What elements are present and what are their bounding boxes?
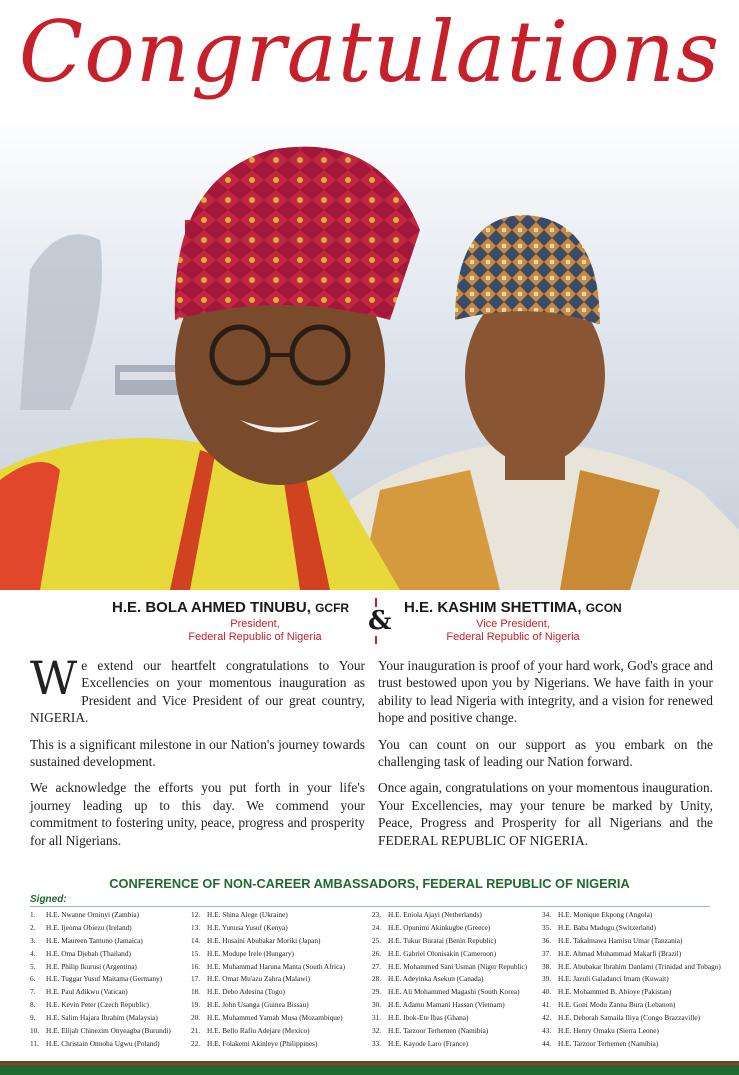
vice-president-name: H.E. KASHIM SHETTIMA, GCON — [404, 599, 622, 616]
ambassador-name: H.E. Abubakar Ibrahim Danlami (Trinidad and Tobago) — [558, 961, 721, 971]
ambassador-item — [372, 909, 527, 922]
ambassador-item — [191, 999, 345, 1012]
ambassador-number: 20. — [191, 1013, 201, 1023]
ambassador-item — [372, 986, 527, 999]
ambassador-name: H.E. Oma Djebah (Thailand) — [46, 948, 131, 958]
ambassador-number: 21. — [191, 1026, 201, 1036]
ambassador-name: H.E. Adeyinka Asekun (Canada) — [388, 974, 484, 984]
ambassador-column-2 — [191, 909, 345, 1051]
ambassador-number: 38. — [542, 961, 552, 971]
ambassador-item — [372, 935, 527, 948]
ambassador-name: H.E. Folakemi Akinleye (Philippines) — [207, 1038, 318, 1048]
ambassador-name: H.E. Maureen Tamuno (Jamaica) — [46, 935, 143, 945]
ambassador-number: 26. — [372, 948, 382, 958]
ambassador-item — [542, 909, 721, 922]
ambassador-number: 40. — [542, 987, 552, 997]
message-right-column — [378, 657, 713, 858]
divider-bottom — [375, 636, 377, 644]
ambassador-number: 6. — [30, 974, 36, 984]
ambassador-column-3 — [372, 909, 527, 1051]
ambassador-name: H.E. Tukur Buratai (Benin Republic) — [388, 935, 497, 945]
leaders-names — [0, 596, 739, 646]
ambassador-number: 30. — [372, 1000, 382, 1010]
drop-cap: W — [30, 651, 78, 705]
ambassador-name: H.E. Tarzoor Terhemen (Namibia) — [388, 1026, 489, 1036]
ambassador-number: 11. — [30, 1038, 39, 1048]
vice-president-role: Vice President, — [476, 618, 550, 630]
ambassador-item — [542, 973, 721, 986]
ambassador-name: H.E. Tarzoor Terhemen (Namibia) — [558, 1038, 659, 1048]
ambassador-name: H.E. Salim Hajara Ibrahim (Malaysia) — [46, 1013, 158, 1023]
ambassador-name: H.E. Omar Mu'azu Zahra (Malawi) — [207, 974, 311, 984]
leaders-photo — [0, 110, 739, 590]
ambassador-item — [542, 999, 721, 1012]
ambassador-number: 14. — [191, 935, 201, 945]
ambassador-item — [30, 922, 171, 935]
ambassador-name: H.E. Ahmad Muhammad Makarfi (Brazil) — [558, 948, 682, 958]
ambassador-number: 25. — [372, 935, 382, 945]
ambassador-number: 29. — [372, 987, 382, 997]
connector-ampersand: & — [368, 606, 392, 636]
ambassador-item — [191, 973, 345, 986]
ambassador-item — [542, 1012, 721, 1025]
ambassador-name: H.E. Henry Omaku (Sierra Leone) — [558, 1026, 659, 1036]
ambassador-item — [372, 973, 527, 986]
ambassador-number: 23. — [372, 910, 382, 919]
ambassador-name: H.E. Takalmawa Hamisu Umar (Tanzania) — [558, 935, 683, 945]
ambassador-number: 1. — [30, 910, 36, 919]
ambassador-name: H.E. Yunusa Yusuf (Kenya) — [207, 922, 288, 932]
ambassador-item — [191, 961, 345, 974]
ambassador-number: 7. — [30, 987, 36, 997]
ambassador-number: 34. — [542, 910, 552, 919]
ambassador-number: 17. — [191, 974, 201, 984]
headline: Congratulations — [18, 3, 721, 101]
ambassador-column-4 — [542, 909, 721, 1051]
ambassador-name: H.E. Eniola Ajayi (Netherlands) — [388, 910, 482, 919]
ambassador-item — [30, 961, 171, 974]
ambassador-name: H.E. Ijeoma Obiezu (Ireland) — [46, 922, 132, 932]
ambassador-number: 9. — [30, 1013, 36, 1023]
ambassador-item — [372, 1025, 527, 1038]
ambassador-number: 27. — [372, 961, 382, 971]
ambassador-number: 10. — [30, 1026, 40, 1036]
ambassador-number: 24. — [372, 922, 382, 932]
ambassador-name: H.E. Mohammed B. Abioye (Pakistan) — [558, 987, 672, 997]
ambassador-item — [372, 1038, 527, 1051]
ambassador-name: H.E. Monique Ekpong (Angola) — [558, 910, 653, 919]
ambassador-name: H.E. Muhammad Haruna Manta (South Africa) — [207, 961, 345, 971]
ambassador-number: 15. — [191, 948, 201, 958]
ambassador-number: 36. — [542, 935, 552, 945]
footer-stripe — [0, 1063, 739, 1065]
ambassador-item — [372, 999, 527, 1012]
ambassador-number: 44. — [542, 1038, 552, 1048]
ambassador-name: H.E. Elijah Chinezim Onyeagba (Burundi) — [46, 1026, 171, 1036]
organization-heading: CONFERENCE OF NON-CAREER AMBASSADORS, FEDERAL REPUBLIC OF NIGERIA — [109, 876, 630, 891]
ambassador-item — [542, 935, 721, 948]
ambassador-item — [542, 1038, 721, 1051]
ambassador-name: H.E. Baba Madugu (Switzerland) — [558, 922, 656, 932]
ambassador-name: H.E. Opunimi Akinkugbe (Greece) — [388, 922, 491, 932]
ambassador-number: 32. — [372, 1026, 382, 1036]
ambassador-item — [191, 909, 345, 922]
ambassador-item — [191, 948, 345, 961]
ambassador-number: 37. — [542, 948, 552, 958]
president-entity: Federal Republic of Nigeria — [188, 631, 322, 643]
ambassador-number: 3. — [30, 935, 36, 945]
ambassador-item — [542, 948, 721, 961]
ambassador-item — [30, 1012, 171, 1025]
ambassador-item — [30, 986, 171, 999]
ambassador-item — [542, 961, 721, 974]
ambassador-number: 31. — [372, 1013, 382, 1023]
ambassador-name: H.E. Philip Ikurusi (Argentina) — [46, 961, 137, 971]
ambassador-name: H.E. Gabriel Olonisakin (Cameroon) — [388, 948, 497, 958]
ambassador-name: H.E. Husaini Abubakar Moriki (Japan) — [207, 935, 321, 945]
ambassador-number: 5. — [30, 961, 36, 971]
ambassador-name: H.E. Christain Onuoha Ugwu (Poland) — [46, 1038, 160, 1048]
ambassador-name: H.E. Goni Modu Zanna Bura (Lebanon) — [558, 1000, 676, 1010]
ambassador-name: H.E. Muhammed Yamah Musa (Mozambique) — [207, 1013, 343, 1023]
message-paragraph — [30, 651, 365, 727]
ambassador-name: H.E. Mohammed Sani Usman (Niger Republic) — [388, 961, 528, 971]
ambassador-item — [191, 1012, 345, 1025]
ambassador-number: 22. — [191, 1038, 201, 1048]
ambassador-column-1 — [30, 909, 171, 1051]
ambassador-item — [191, 1025, 345, 1038]
ambassador-name: H.E. Bello Rafiu Adejare (Mexico) — [207, 1026, 310, 1036]
ambassador-number: 2. — [30, 922, 36, 932]
vice-president-entity: Federal Republic of Nigeria — [446, 631, 580, 643]
ambassador-item — [191, 935, 345, 948]
ambassador-number: 18. — [191, 987, 201, 997]
ambassador-number: 4. — [30, 948, 36, 958]
ambassador-item — [30, 973, 171, 986]
message-paragraph: We acknowledge the efforts you put forth in your life's journey leading up to this day. We commend your commitment to fostering unity, peace, progress and prosperity for all Nigerians. — [30, 780, 365, 848]
ambassador-item — [542, 986, 721, 999]
ambassador-item — [372, 948, 527, 961]
ambassador-item — [191, 1038, 345, 1051]
ambassador-number: 39. — [542, 974, 552, 984]
ambassador-item — [372, 1012, 527, 1025]
ambassador-name: H.E. Ali Mohammed Magashi (South Korea) — [388, 987, 520, 997]
ambassador-number: 13. — [191, 922, 201, 932]
ambassador-name: H.E. Jazuli Galadanci Imam (Kuwait) — [558, 974, 669, 984]
ambassador-name: H.E. Kevin Peter (Czech Republic) — [46, 1000, 149, 1010]
ambassador-item — [372, 922, 527, 935]
president-name: H.E. BOLA AHMED TINUBU, GCFR — [112, 599, 350, 616]
ambassador-name: H.E. John Usanga (Guinea Bissau) — [207, 1000, 309, 1010]
ambassador-name: H.E. Debo Adesina (Togo) — [207, 987, 285, 997]
signed-label: Signed: — [30, 894, 67, 905]
ambassador-number: 12. — [191, 910, 201, 919]
ambassador-item — [30, 935, 171, 948]
president-role: President, — [230, 618, 280, 630]
ambassador-item — [30, 999, 171, 1012]
ambassador-item — [30, 1038, 171, 1051]
ambassador-name: H.E. Adamu Mamani Hassan (Vietnam) — [388, 1000, 505, 1010]
ambassador-name: H.E. Tuggar Yusuf Maitama (Germany) — [46, 974, 163, 984]
ambassador-name: H.E. Nwanne Orninyi (Zambia) — [46, 910, 140, 919]
ambassador-item — [30, 909, 171, 922]
ambassador-name: H.E. Kayode Laro (France) — [388, 1038, 469, 1048]
ambassador-item — [191, 922, 345, 935]
ambassador-number: 41. — [542, 1000, 552, 1010]
ambassador-item — [372, 961, 527, 974]
message-paragraph: You can count on our support as you embark on the challenging task of leading our Nation forward. — [378, 736, 713, 770]
ambassador-number: 33. — [372, 1038, 382, 1048]
ambassador-item — [30, 1025, 171, 1038]
ambassador-number: 16. — [191, 961, 201, 971]
ambassador-item — [542, 1025, 721, 1038]
ambassador-number: 43. — [542, 1026, 552, 1036]
message-paragraph: This is a significant milestone in our Nation's journey towards sustained development. — [30, 736, 365, 770]
ambassador-name: H.E. Paul Adikwu (Vatican) — [46, 987, 128, 997]
ambassador-item — [191, 986, 345, 999]
ambassador-item — [30, 948, 171, 961]
paragraph-text: e extend our heartfelt congratulations to Your Excellencies on your momentous inauguration as President and Vice President of our great country, NIGERIA. — [30, 658, 365, 726]
signed-divider — [30, 906, 710, 907]
ambassador-name: H.E. Ibok-Ete Ibas (Ghana) — [388, 1013, 469, 1023]
ambassador-number: 19. — [191, 1000, 201, 1010]
ambassador-name: H.E. Modupe Irele (Hungary) — [207, 948, 294, 958]
message-paragraph: Your inauguration is proof of your hard work, God's grace and trust bestowed upon you by Nigerians. We have faith in your ability to lead Nigeria with integrity, and a vision for renewed hope and positive change. — [378, 658, 713, 726]
ambassador-number: 35. — [542, 922, 552, 932]
ambassador-number: 42. — [542, 1013, 552, 1023]
ambassador-item — [542, 922, 721, 935]
message-left-column — [30, 651, 365, 858]
ambassador-name: H.E. Shina Alege (Ukraine) — [207, 910, 288, 919]
ambassador-number: 8. — [30, 1000, 36, 1010]
ambassador-name: H.E. Deborah Samaila Iliya (Congo Brazzaville) — [558, 1013, 701, 1023]
ambassador-number: 28. — [372, 974, 382, 984]
message-paragraph: Once again, congratulations on your momentous inauguration. Your Excellencies, may your tenure be marked by Unity, Peace, Progress and Prosperity for all Nigerians and the FEDERAL REPUBLIC OF NIGERIA. — [378, 780, 713, 848]
